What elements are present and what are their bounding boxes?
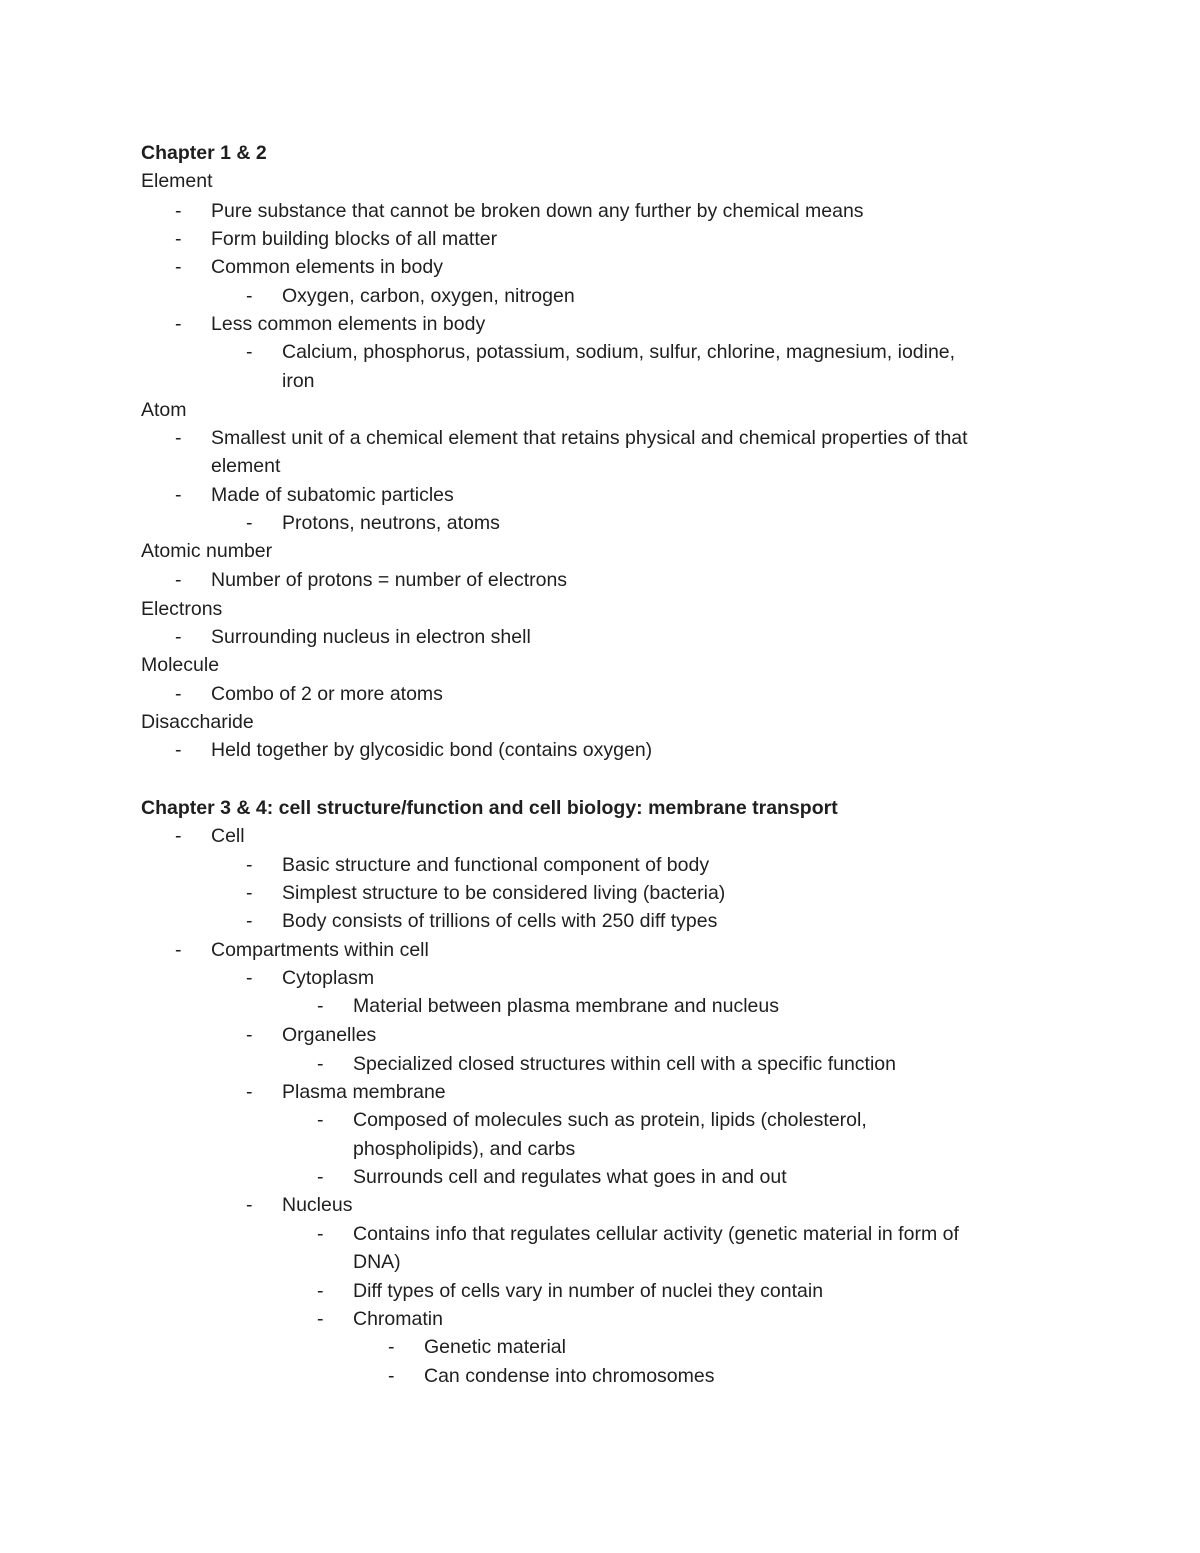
list-item: - Simplest structure to be considered living (bacteria) xyxy=(246,882,726,904)
term-label: Disaccharide xyxy=(141,711,254,733)
term-label: Element xyxy=(141,170,213,192)
list-item: - Specialized closed structures within cell with a specific function xyxy=(317,1053,897,1075)
list-item: - Held together by glycosidic bond (contains oxygen) xyxy=(175,739,653,761)
list-item-continuation: phospholipids), and carbs xyxy=(353,1138,576,1160)
list-item: - Common elements in body xyxy=(175,256,443,278)
list-item: - Surrounds cell and regulates what goes in and out xyxy=(317,1166,787,1188)
term-label: Electrons xyxy=(141,598,223,620)
list-item: - Pure substance that cannot be broken down any further by chemical means xyxy=(175,200,864,222)
list-item: - Organelles xyxy=(246,1024,377,1046)
list-item-continuation: element xyxy=(211,455,281,477)
section-heading: Chapter 1 & 2 xyxy=(141,142,267,164)
list-item: - Material between plasma membrane and nucleus xyxy=(317,995,779,1017)
list-item: - Composed of molecules such as protein, lipids (cholesterol, xyxy=(317,1109,867,1131)
list-item: - Surrounding nucleus in electron shell xyxy=(175,626,531,648)
list-item: - Number of protons = number of electrons xyxy=(175,569,568,591)
list-item: - Calcium, phosphorus, potassium, sodium, sulfur, chlorine, magnesium, iodine, xyxy=(246,341,956,363)
list-item: - Cell xyxy=(175,825,245,847)
list-item: - Plasma membrane xyxy=(246,1081,446,1103)
section-heading: Chapter 3 & 4: cell structure/function and cell biology: membrane transport xyxy=(141,797,838,819)
list-item: - Contains info that regulates cellular activity (genetic material in form of xyxy=(317,1223,959,1245)
list-item: - Form building blocks of all matter xyxy=(175,228,498,250)
list-item: - Diff types of cells vary in number of nuclei they contain xyxy=(317,1280,824,1302)
term-label: Atomic number xyxy=(141,540,273,562)
list-item: - Less common elements in body xyxy=(175,313,486,335)
list-item: - Genetic material xyxy=(388,1336,566,1358)
term-label: Molecule xyxy=(141,654,220,676)
term-label: Atom xyxy=(141,399,187,421)
list-item: - Can condense into chromosomes xyxy=(388,1365,715,1387)
list-item: - Basic structure and functional component of body xyxy=(246,854,710,876)
list-item-continuation: DNA) xyxy=(353,1251,401,1273)
list-item-continuation: iron xyxy=(282,370,315,392)
list-item: - Protons, neutrons, atoms xyxy=(246,512,500,534)
list-item: - Body consists of trillions of cells with 250 diff types xyxy=(246,910,718,932)
list-item: - Combo of 2 or more atoms xyxy=(175,683,443,705)
list-item: - Made of subatomic particles xyxy=(175,484,454,506)
list-item: - Compartments within cell xyxy=(175,939,429,961)
list-item: - Cytoplasm xyxy=(246,967,375,989)
list-item: - Oxygen, carbon, oxygen, nitrogen xyxy=(246,285,575,307)
list-item: - Nucleus xyxy=(246,1194,353,1216)
list-item: - Smallest unit of a chemical element that retains physical and chemical properties of that xyxy=(175,427,968,449)
list-item: - Chromatin xyxy=(317,1308,443,1330)
